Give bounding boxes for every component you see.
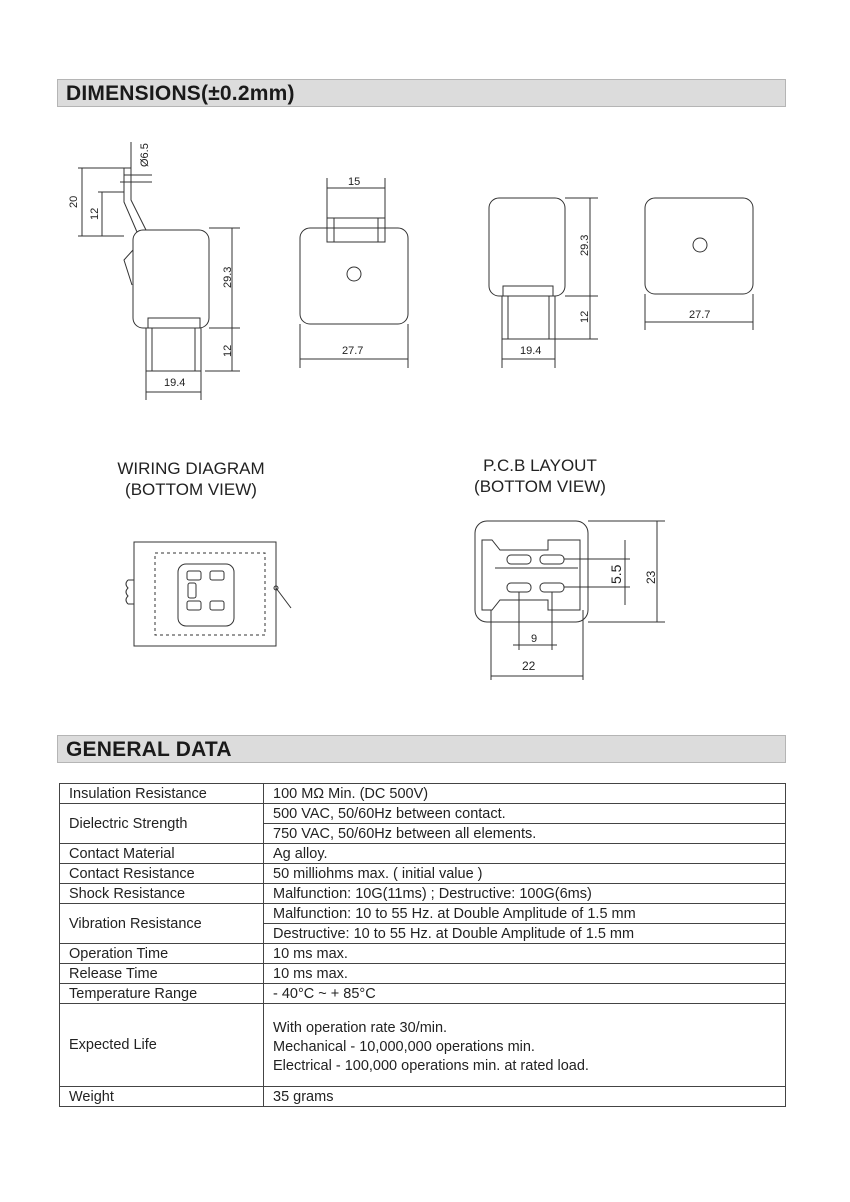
row-value: 35 grams [264,1087,786,1107]
side-view-with-bracket [78,142,240,400]
general-data-table [59,783,786,1107]
row-label: Contact Resistance [60,864,264,884]
dimensions-title: DIMENSIONS(±0.2mm) [66,82,295,105]
life-line: Electrical - 100,000 operations min. at rated load. [273,1057,589,1074]
row-value-multiline [264,1004,786,1087]
row-value: 10 ms max. [264,944,786,964]
row-value: 750 VAC, 50/60Hz between all elements. [264,824,786,844]
wiring-diagram-caption [100,458,282,500]
table-row [60,984,786,1004]
row-label: Temperature Range [60,984,264,1004]
row-value: 50 milliohms max. ( initial value ) [264,864,786,884]
row-label: Expected Life [60,1004,264,1087]
dim-label: 27.7 [342,345,364,357]
row-value: Malfunction: 10 to 55 Hz. at Double Amplitude of 1.5 mm [264,904,786,924]
row-value: 10 ms max. [264,964,786,984]
dim-label: 29.3 [222,266,234,288]
row-label: Dielectric Strength [60,804,264,844]
life-line: Mechanical - 10,000,000 operations min. [273,1038,535,1055]
table-row [60,964,786,984]
pcb-layout [475,521,665,680]
pcb-caption-line1: P.C.B LAYOUT [483,456,597,475]
wiring-caption-line2: (BOTTOM VIEW) [125,480,257,499]
dim-label: 12 [579,310,591,323]
general-data-title: GENERAL DATA [66,738,232,761]
table-row [60,944,786,964]
row-label: Vibration Resistance [60,904,264,944]
row-value: 100 MΩ Min. (DC 500V) [264,784,786,804]
dim-label: 9 [531,633,538,645]
pcb-caption-line2: (BOTTOM VIEW) [474,477,606,496]
dim-label: 12 [89,207,101,220]
dim-label: 12 [222,344,234,357]
row-label: Operation Time [60,944,264,964]
dim-label: 23 [644,570,658,584]
table-row [60,864,786,884]
row-label: Contact Material [60,844,264,864]
table-row [60,784,786,804]
dim-label: Ø6.5 [139,143,151,167]
table-row [60,884,786,904]
dim-label: 19.4 [520,345,542,357]
table-row [60,844,786,864]
dim-label: 19.4 [164,377,186,389]
row-value: Malfunction: 10G(11ms) ; Destructive: 100G(6ms) [264,884,786,904]
row-label: Release Time [60,964,264,984]
dim-label: 20 [68,195,80,208]
row-value: Destructive: 10 to 55 Hz. at Double Amplitude of 1.5 mm [264,924,786,944]
life-line: With operation rate 30/min. [273,1019,448,1036]
row-label: Shock Resistance [60,884,264,904]
table-row [60,904,786,924]
table-row [60,1004,786,1087]
dim-label: 29.3 [579,234,591,256]
dim-label: 15 [348,176,361,188]
row-value: Ag alloy. [264,844,786,864]
wiring-diagram [126,542,291,646]
dim-label: 5.5 [608,564,624,584]
table-row [60,1087,786,1107]
dim-label: 27.7 [689,309,711,321]
front-view [300,178,408,368]
side-view [489,198,598,368]
wiring-caption-line1: WIRING DIAGRAM [117,459,265,478]
row-value: 500 VAC, 50/60Hz between contact. [264,804,786,824]
table-row [60,804,786,824]
pcb-layout-caption [450,455,630,497]
general-data-header [57,735,786,763]
row-label: Insulation Resistance [60,784,264,804]
row-label: Weight [60,1087,264,1107]
dim-label: 22 [522,659,536,673]
row-value: - 40°C ~ + 85°C [264,984,786,1004]
